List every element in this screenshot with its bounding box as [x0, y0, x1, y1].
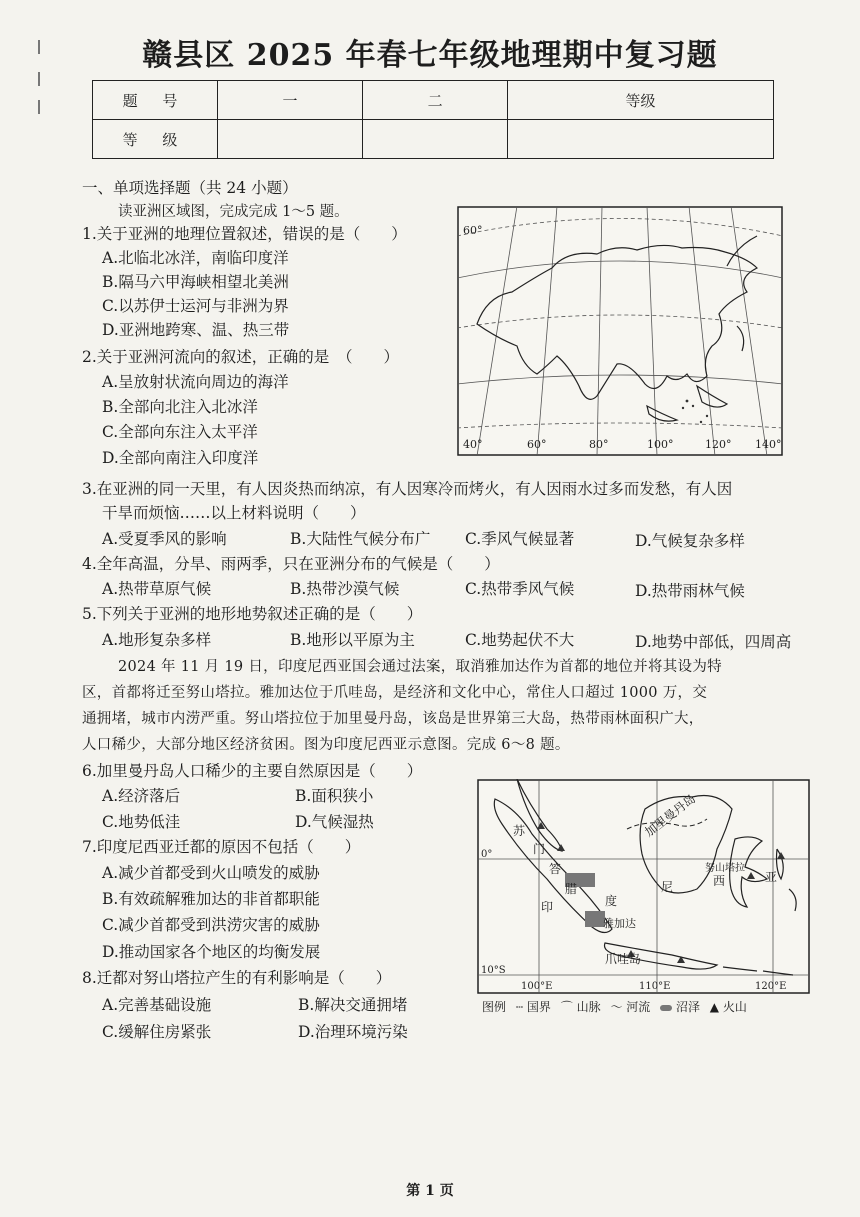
- option-a[interactable]: A.经济落后: [102, 787, 181, 805]
- map-label-la: 腊: [565, 882, 578, 896]
- grid-label: 10°S: [481, 965, 506, 976]
- question-stem: 8.迁都对努山塔拉产生的有利影响是（ ）: [82, 969, 392, 987]
- question-stem-cont: 干旱而烦恼……以上材料说明（ ）: [102, 504, 366, 522]
- question-stem: 2.关于亚洲河流向的叙述，正确的是 （ ）: [82, 348, 400, 366]
- option-a[interactable]: A.北临北冰洋，南临印度洋: [102, 249, 289, 267]
- legend-marsh: 沼泽: [675, 1000, 700, 1014]
- grid-label: 120°E: [755, 981, 787, 992]
- table-cell: 二: [363, 81, 508, 120]
- option-b[interactable]: B.地形以平原为主: [290, 631, 415, 649]
- option-b[interactable]: B.面积狭小: [295, 787, 374, 805]
- option-d[interactable]: D.全部向南注入印度洋: [102, 449, 259, 467]
- mountain-icon: ⌒: [560, 1000, 573, 1014]
- option-b[interactable]: B.热带沙漠气候: [290, 580, 400, 598]
- binding-mark: [38, 72, 40, 86]
- option-b[interactable]: B.有效疏解雅加达的非首都职能: [102, 890, 320, 908]
- option-d[interactable]: D.亚洲地跨寒、温、热三带: [102, 321, 290, 339]
- option-d[interactable]: D.推动国家各个地区的均衡发展: [102, 943, 321, 961]
- table-cell: 等 级: [93, 120, 218, 159]
- option-a[interactable]: A.完善基础设施: [102, 996, 212, 1014]
- option-b[interactable]: B.大陆性气候分布广: [290, 530, 431, 548]
- grid-label: 0°: [481, 849, 493, 860]
- map-label-kalimantan: 加里曼丹岛: [642, 791, 699, 840]
- option-d[interactable]: D.热带雨林气候: [635, 582, 745, 600]
- option-d[interactable]: D.气候复杂多样: [635, 532, 745, 550]
- grade-input-cell[interactable]: [508, 120, 774, 159]
- option-c[interactable]: C.缓解住房紧张: [102, 1023, 212, 1041]
- section-intro: 读亚洲区域图，完成完成 1～5 题。: [118, 204, 349, 220]
- page-title: 赣县区 2025 年春七年级地理期中复习题: [142, 38, 718, 73]
- lon-label: 120°: [705, 438, 732, 451]
- river-icon: ～: [610, 1000, 623, 1014]
- table-cell: 一: [218, 81, 363, 120]
- question-stem: 7.印度尼西亚迁都的原因不包括（ ）: [82, 838, 361, 856]
- legend-river: 河流: [626, 1000, 651, 1014]
- question-stem: 3.在亚洲的同一天里，有人因炎热而纳凉，有人因寒冷而烤火，有人因雨水过多而发愁，有人因: [82, 480, 733, 498]
- map-label-ya: 亚: [765, 870, 778, 884]
- passage-line: 通拥堵，城市内涝严重。努山塔拉位于加里曼丹岛，该岛是世界第三大岛，热带雨林面积广大，: [82, 711, 704, 727]
- asia-map: [457, 206, 783, 456]
- option-b[interactable]: B.全部向北注入北冰洋: [102, 398, 258, 416]
- legend-title: 图例: [482, 1000, 507, 1014]
- grid-label: 100°E: [521, 981, 553, 992]
- question-stem: 4.全年高温，分旱、雨两季，只在亚洲分布的气候是（ ）: [82, 555, 500, 573]
- question-stem: 5.下列关于亚洲的地形地势叙述正确的是（ ）: [82, 605, 423, 623]
- lon-label: 40°: [463, 438, 483, 451]
- question-stem: 1.关于亚洲的地理位置叙述，错误的是（ ）: [82, 225, 407, 243]
- score-table: [92, 80, 774, 159]
- lat-label: 60°: [463, 224, 483, 237]
- legend-border: 国界: [526, 1000, 551, 1014]
- option-c[interactable]: C.地势低洼: [102, 813, 181, 831]
- option-a[interactable]: A.减少首都受到火山喷发的威胁: [102, 864, 320, 882]
- table-cell: 题 号: [93, 81, 218, 120]
- option-c[interactable]: C.季风气候显著: [465, 530, 575, 548]
- option-a[interactable]: A.呈放射状流向周边的海洋: [102, 373, 289, 391]
- option-a[interactable]: A.地形复杂多样: [102, 631, 212, 649]
- legend-volcano: 火山: [722, 1000, 747, 1014]
- map-label-yin: 印: [541, 900, 554, 914]
- option-d[interactable]: D.治理环境污染: [298, 1023, 408, 1041]
- grade-input-cell[interactable]: [363, 120, 508, 159]
- grade-input-cell[interactable]: [218, 120, 363, 159]
- map-label-du: 度: [605, 894, 618, 908]
- border-icon: ┄: [515, 1000, 524, 1014]
- map-label-jakarta: 雅加达: [603, 917, 636, 930]
- binding-mark: [38, 100, 40, 114]
- map-label-su: 苏: [513, 824, 526, 838]
- map-label-xi: 西: [713, 874, 726, 888]
- option-a[interactable]: A.受夏季风的影响: [102, 530, 227, 548]
- grid-label: 110°E: [639, 981, 671, 992]
- lon-label: 80°: [589, 438, 609, 451]
- lon-label: 60°: [527, 438, 547, 451]
- map-label-men: 门: [533, 842, 546, 856]
- option-c[interactable]: C.以苏伊士运河与非洲为界: [102, 297, 289, 315]
- option-c[interactable]: C.减少首都受到洪涝灾害的威胁: [102, 916, 320, 934]
- volcano-icon: ▲: [709, 1000, 720, 1014]
- lon-label: 100°: [647, 438, 674, 451]
- indonesia-map: [477, 779, 810, 994]
- option-a[interactable]: A.热带草原气候: [102, 580, 212, 598]
- lon-label: 140°: [755, 438, 782, 451]
- map-label-da: 答: [549, 862, 562, 876]
- map-label-ni: 尼: [661, 880, 674, 894]
- option-c[interactable]: C.全部向东注入太平洋: [102, 423, 258, 441]
- map-legend: [482, 998, 747, 1015]
- passage-line: 2024 年 11 月 19 日，印度尼西亚国会通过法案，取消雅加达作为首都的地位并将其设为特: [118, 659, 722, 675]
- section-heading: 一、单项选择题（共 24 小题）: [82, 179, 298, 197]
- page-number: 第 1 页: [406, 1183, 454, 1199]
- option-c[interactable]: C.热带季风气候: [465, 580, 575, 598]
- option-c[interactable]: C.地势起伏不大: [465, 631, 575, 649]
- legend-mountain: 山脉: [576, 1000, 601, 1014]
- map-label-nusantara: 努山塔拉: [705, 863, 745, 874]
- passage-line: 区，首都将迁至努山塔拉。雅加达位于爪哇岛，是经济和文化中心，常住人口超过 1000 万，交: [82, 685, 708, 701]
- option-b[interactable]: B.隔马六甲海峡相望北美洲: [102, 273, 289, 291]
- table-row: [93, 120, 774, 159]
- marsh-icon: [660, 1005, 672, 1011]
- map-label-java: 爪哇岛: [605, 952, 642, 966]
- option-b[interactable]: B.解决交通拥堵: [298, 996, 408, 1014]
- passage-line: 人口稀少，大部分地区经济贫困。图为印度尼西亚示意图。完成 6～8 题。: [82, 737, 570, 753]
- table-cell: 等级: [508, 81, 774, 120]
- option-d[interactable]: D.气候湿热: [295, 813, 374, 831]
- question-stem: 6.加里曼丹岛人口稀少的主要自然原因是（ ）: [82, 762, 423, 780]
- table-row: [93, 81, 774, 120]
- option-d[interactable]: D.地势中部低，四周高: [635, 633, 792, 651]
